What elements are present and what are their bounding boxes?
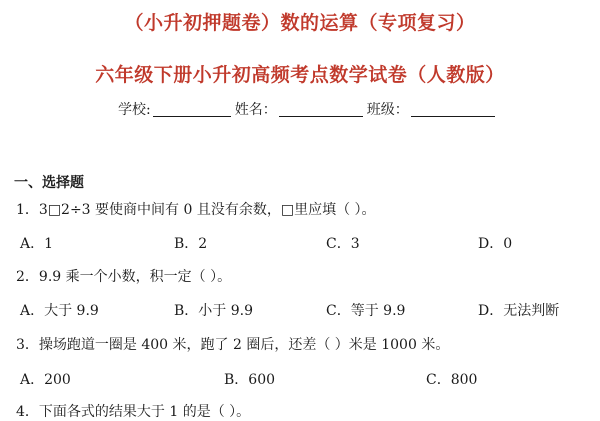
q1-option-d[interactable]: D．0	[478, 236, 513, 252]
exam-subtitle: 六年级下册小升初高频考点数学试卷（人教版）	[95, 64, 505, 86]
q3-option-a[interactable]: A．200	[20, 372, 71, 388]
question-4: 4．下面各式的结果大于 1 的是（ ）。	[16, 404, 251, 420]
q1-option-c[interactable]: C．3	[326, 236, 360, 252]
q2-option-c[interactable]: C．等于 9.9	[326, 303, 406, 319]
exam-title: （小升初押题卷）数的运算（专项复习）	[124, 12, 476, 34]
section-title: 一、选择题	[14, 175, 84, 191]
q2-option-a[interactable]: A．大于 9.9	[20, 303, 99, 319]
school-blank[interactable]	[153, 102, 231, 117]
school-label: 学校:	[118, 102, 151, 118]
q1-option-b[interactable]: B．2	[174, 236, 208, 252]
question-2: 2．9.9 乘一个小数，积一定（ ）。	[16, 269, 232, 285]
class-blank[interactable]	[411, 102, 495, 117]
class-label: 班级：	[366, 102, 409, 118]
q3-option-b[interactable]: B．600	[224, 372, 276, 388]
q1-option-a[interactable]: A．1	[20, 236, 54, 252]
question-3: 3．操场跑道一圈是 400 米，跑了 2 圈后，还差（ ）米是 1000 米。	[16, 337, 450, 353]
name-blank[interactable]	[279, 102, 363, 117]
question-1: 1．3□2÷3 要使商中间有 0 且没有余数，□里应填（ ）。	[16, 202, 376, 218]
q2-option-b[interactable]: B．小于 9.9	[174, 303, 254, 319]
name-label: 姓名：	[234, 102, 277, 118]
q3-option-c[interactable]: C．800	[426, 372, 478, 388]
q2-option-d[interactable]: D．无法判断	[478, 303, 560, 319]
student-info-line	[118, 99, 499, 119]
